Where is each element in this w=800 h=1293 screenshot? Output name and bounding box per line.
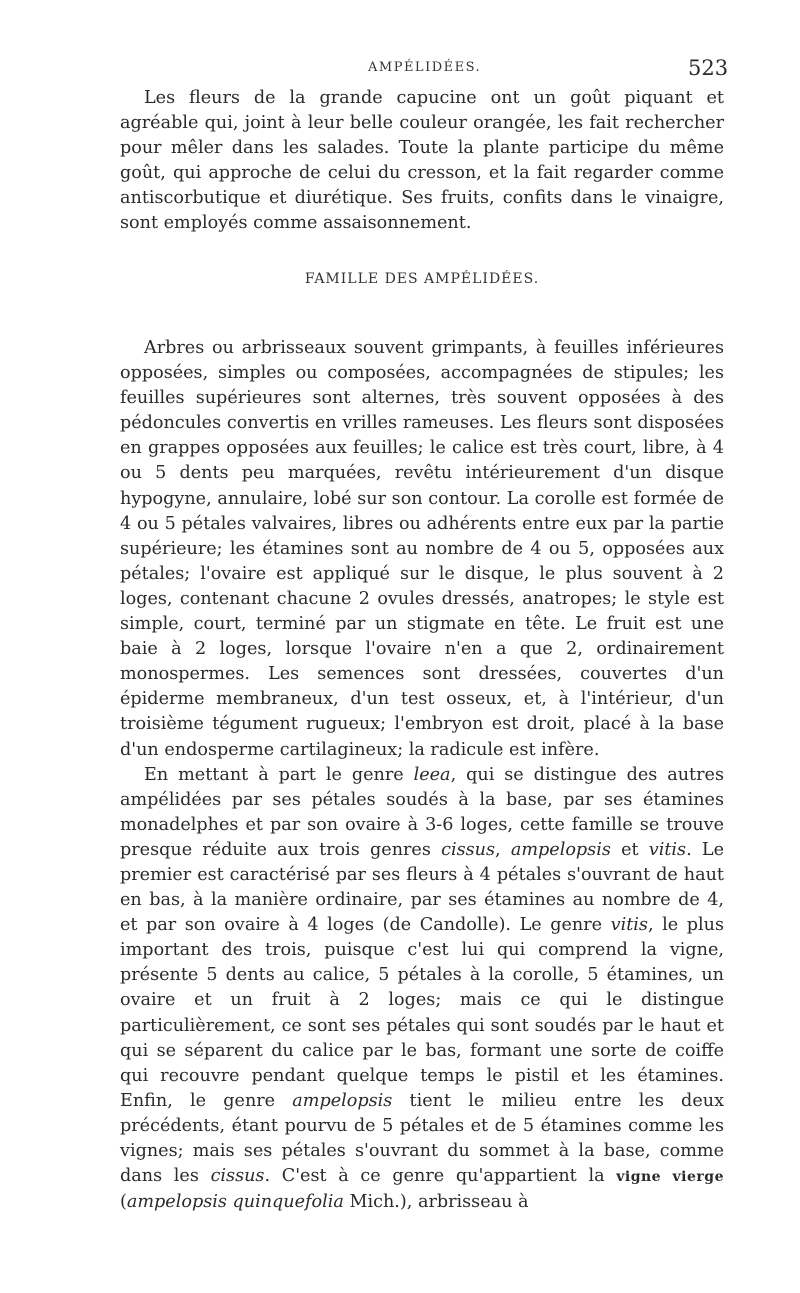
species-name: ampelopsis quinquefolia	[126, 1192, 344, 1213]
section-title: FAMILLE DES AMPÉLIDÉES.	[304, 271, 540, 287]
text-run: . Le premier est caractérisé par ses fleurs à 4 pétales s'ouvrant de haut en bas, à la manière ordinaire, par ses étamines au nombre de 4, et par son ovaire à 4 loges (de Candolle). Le genre	[120, 839, 725, 936]
text-run: tient le milieu entre les deux précédents, étant pourvu de 5 pétales et de 5 étamines comme les vignes; mais ses pétales s'ouvrant du sommet à la base, comme dans les	[120, 1090, 724, 1187]
genus-name: ampelopsis	[292, 1090, 393, 1111]
genus-name: cissus	[441, 839, 496, 860]
text-run: , le plus important des trois, puisque c'est lui qui comprend la vigne, présente 5 dents au calice, 5 pétales à la corolle, 5 étamines, un ovaire et un fruit à 2 loges; mais ce qui le distingue particulièrement, ce sont ses pétales qui sont soudés par le haut et qui se séparent du calice par le bas, formant une sorte de coiffe qui recouvre pendant quelque temps le pistil et les étamines. Enfin, le genre	[120, 915, 724, 1111]
text-run: et	[610, 839, 649, 860]
genera-paragraph	[120, 763, 724, 1216]
main-text	[120, 336, 724, 1215]
intro-paragraph-block	[120, 86, 724, 237]
text-run: , qui se distingue des autres ampélidées par ses pétales soudés à la base, par ses étamines monadelphes et par son ovaire à 3-6 loges, cette famille se trouve presque réduite aux trois genres	[120, 764, 724, 860]
genus-name: vitis	[610, 915, 648, 936]
description-paragraph: Arbres ou arbrisseaux souvent grimpants, à feuilles inférieures opposées, simples ou composées, accompagnées de stipules; les feuilles supérieures sont alternes, très souvent opposées à des pédoncules convertis en vrilles rameuses. Les fleurs sont disposées en grappes opposées aux feuilles; le calice est très court, libre, à 4 ou 5 dents peu marquées, revêtu intérieurement d'un disque hypogyne, annulaire, lobé sur son contour. La corolle est formée de 4 ou 5 pétales valvaires, libres ou adhérents entre eux par la partie supérieure; les étamines sont au nombre de 4 ou 5, opposées aux pétales; l'ovaire est appliqué sur le disque, le plus souvent à 2 loges, contenant chacune 2 ovules dressés, anatropes; le style est simple, court, terminé par un stigmate en tête. Le fruit est une baie à 2 loges, lorsque l'ovaire n'en a que 2, ordinairement monospermes. Les semences sont dressées, couvertes d'un épiderme membraneux, d'un test osseux, et, à l'intérieur, d'un troisième tégument rugueux; l'embryon est droit, placé à la base d'un endosperme cartilagineux; la radicule est infère.	[120, 338, 724, 760]
text-run: . C'est à ce genre qu'appartient la	[264, 1166, 617, 1187]
text-run: ,	[495, 839, 511, 860]
page-number: 523	[688, 56, 729, 80]
common-name: vigne vierge	[616, 1169, 724, 1186]
genus-name: ampelopsis	[510, 839, 611, 860]
genus-name: leea	[413, 764, 451, 785]
genus-name: cissus	[210, 1166, 265, 1187]
text-run: Mich.), arbrisseau à	[343, 1192, 529, 1213]
running-head	[0, 56, 800, 86]
running-title: AMPÉLIDÉES.	[368, 60, 482, 75]
text-run: En mettant à part le genre	[144, 764, 414, 785]
intro-paragraph: Les fleurs de la grande capucine ont un goût piquant et agréable qui, joint à leur belle couleur orangée, les fait rechercher pour mêler dans les salades. Toute la plante participe du même goût, qui approche de celui du cresson, et la fait regarder comme antiscorbutique et diurétique. Ses fruits, confits dans le vinaigre, sont employés comme assaisonnement.	[120, 88, 724, 234]
text-run: (	[120, 1192, 127, 1213]
genus-name: vitis	[648, 839, 687, 860]
